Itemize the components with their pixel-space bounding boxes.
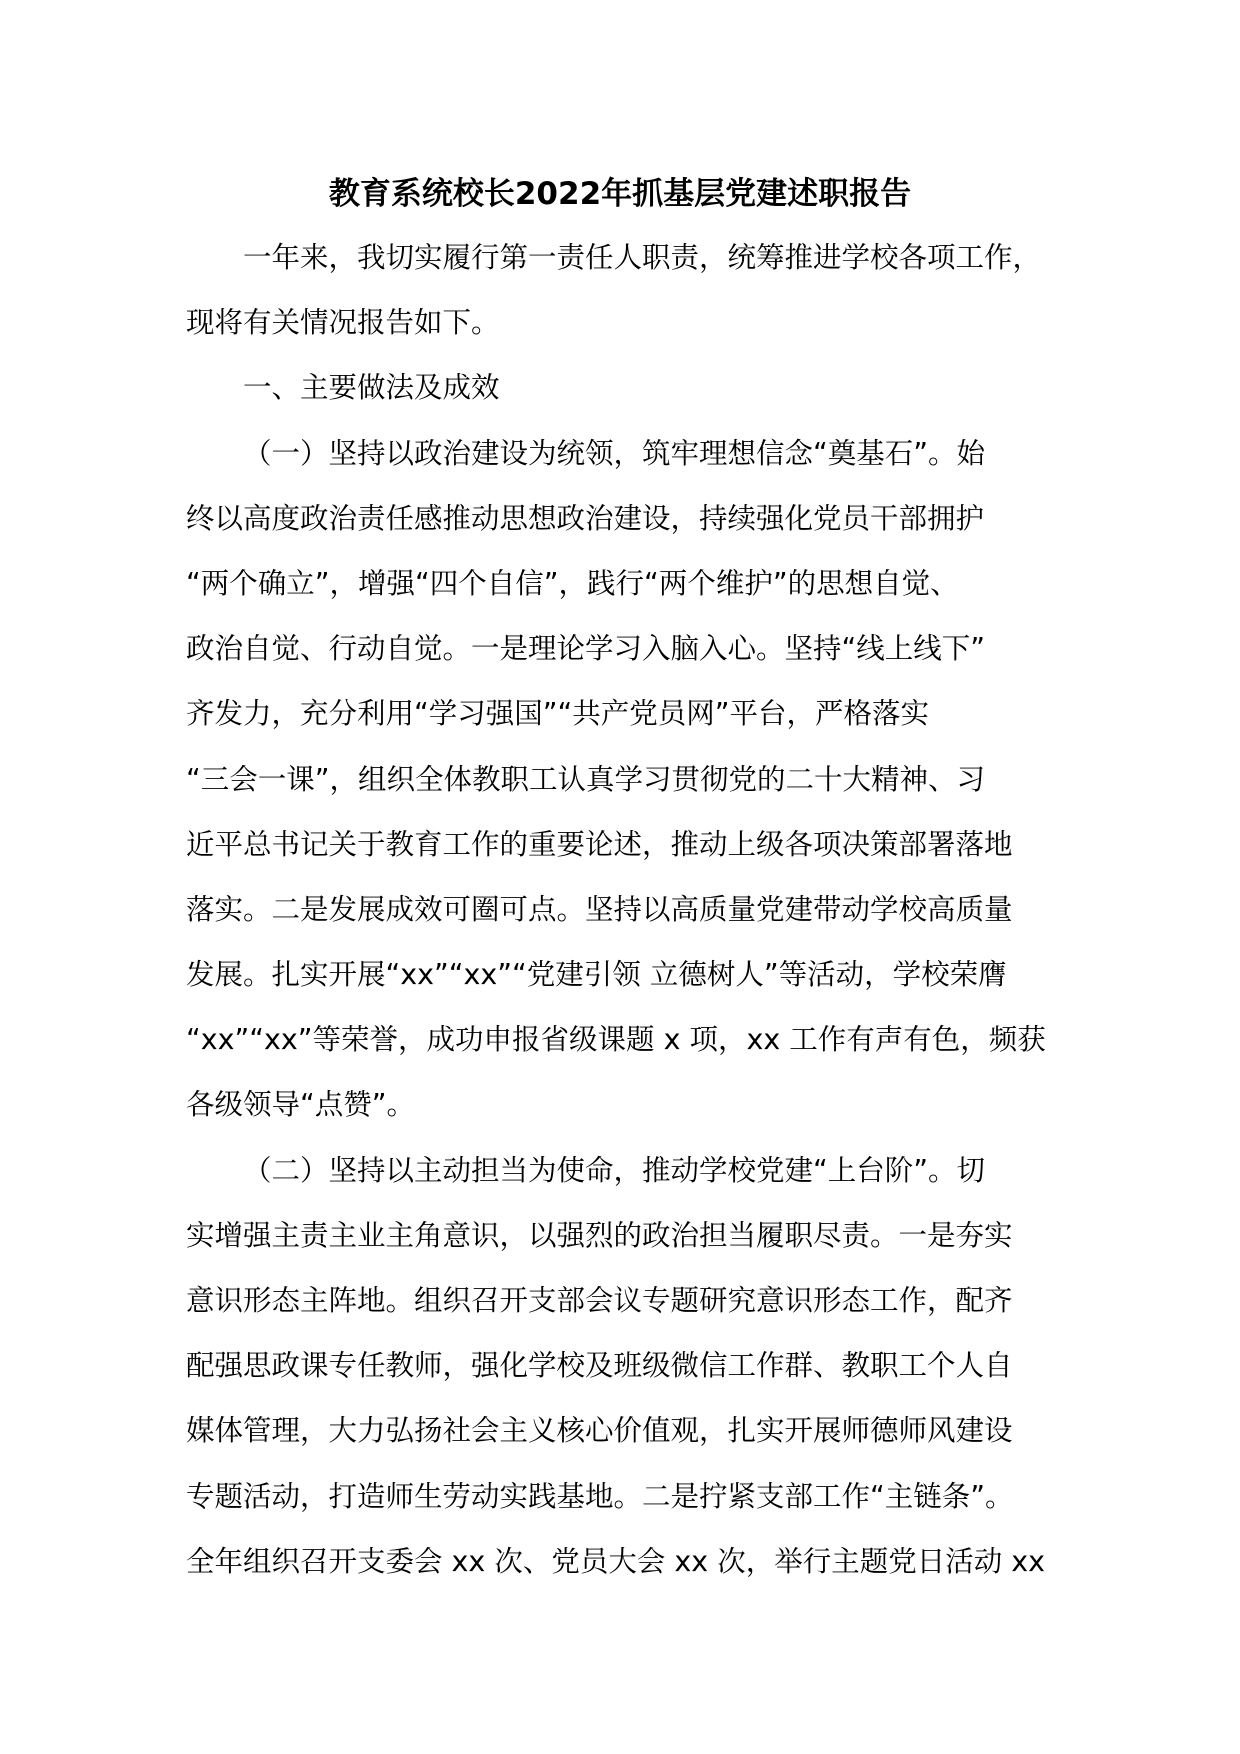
body-line-13: “xx”“xx”等荣誉，成功申报省级课题 x 项，xx 工作有声有色，频获 [186, 1023, 1046, 1057]
body-line-12: 发展。扎实开展“xx”“xx”“党建引领 立德树人”等活动，学校荣膺 [186, 958, 1007, 992]
body-line-6: “两个确立”，增强“四个自信”，践行“两个维护”的思想自觉、 [186, 566, 959, 600]
body-line-9: “三会一课”，组织全体教职工认真学习贯彻党的二十大精神、习 [186, 762, 986, 796]
document-title: 教育系统校长2022年抓基层党建述职报告 [328, 176, 912, 212]
body-line-18: 配强思政课专任教师，强化学校及班级微信工作群、教职工个人自 [186, 1349, 1013, 1383]
body-line-2: 现将有关情况报告如下。 [186, 306, 500, 340]
body-line-8: 齐发力，充分利用“学习强国”“共产党员网”平台，严格落实 [186, 697, 930, 731]
body-line-14: 各级领导“点赞”。 [186, 1088, 416, 1122]
body-line-10: 近平总书记关于教育工作的重要论述，推动上级各项决策部署落地 [186, 827, 1013, 861]
body-line-4: （一）坚持以政治建设为统领，筑牢理想信念“奠基石”。始 [243, 436, 986, 470]
section-heading-1: 一、主要做法及成效 [243, 371, 500, 405]
body-line-19: 媒体管理，大力弘扬社会主义核心价值观，扎实开展师德师风建设 [186, 1414, 1013, 1448]
body-line-5: 终以高度政治责任感推动思想政治建设，持续强化党员干部拥护 [186, 501, 985, 535]
body-line-15: （二）坚持以主动担当为使命，推动学校党建“上台阶”。切 [243, 1153, 986, 1187]
document-body [186, 236, 1086, 1605]
body-line-1: 一年来，我切实履行第一责任人职责，统筹推进学校各项工作， [243, 241, 1042, 274]
body-line-20: 专题活动，打造师生劳动实践基地。二是拧紧支部工作“主链条”。 [186, 1479, 1014, 1513]
body-line-17: 意识形态主阵地。组织召开支部会议专题研究意识形态工作，配齐 [186, 1284, 1013, 1317]
body-line-16: 实增强主责主业主角意识，以强烈的政治担当履职尽责。一是夯实 [186, 1218, 1013, 1252]
body-line-21: 全年组织召开支委会 xx 次、党员大会 xx 次，举行主题党日活动 xx [186, 1544, 1045, 1578]
body-line-7: 政治自觉、行动自觉。一是理论学习入脑入心。坚持“线上线下” [186, 632, 986, 666]
body-line-11: 落实。二是发展成效可圈可点。坚持以高质量党建带动学校高质量 [186, 892, 1013, 926]
